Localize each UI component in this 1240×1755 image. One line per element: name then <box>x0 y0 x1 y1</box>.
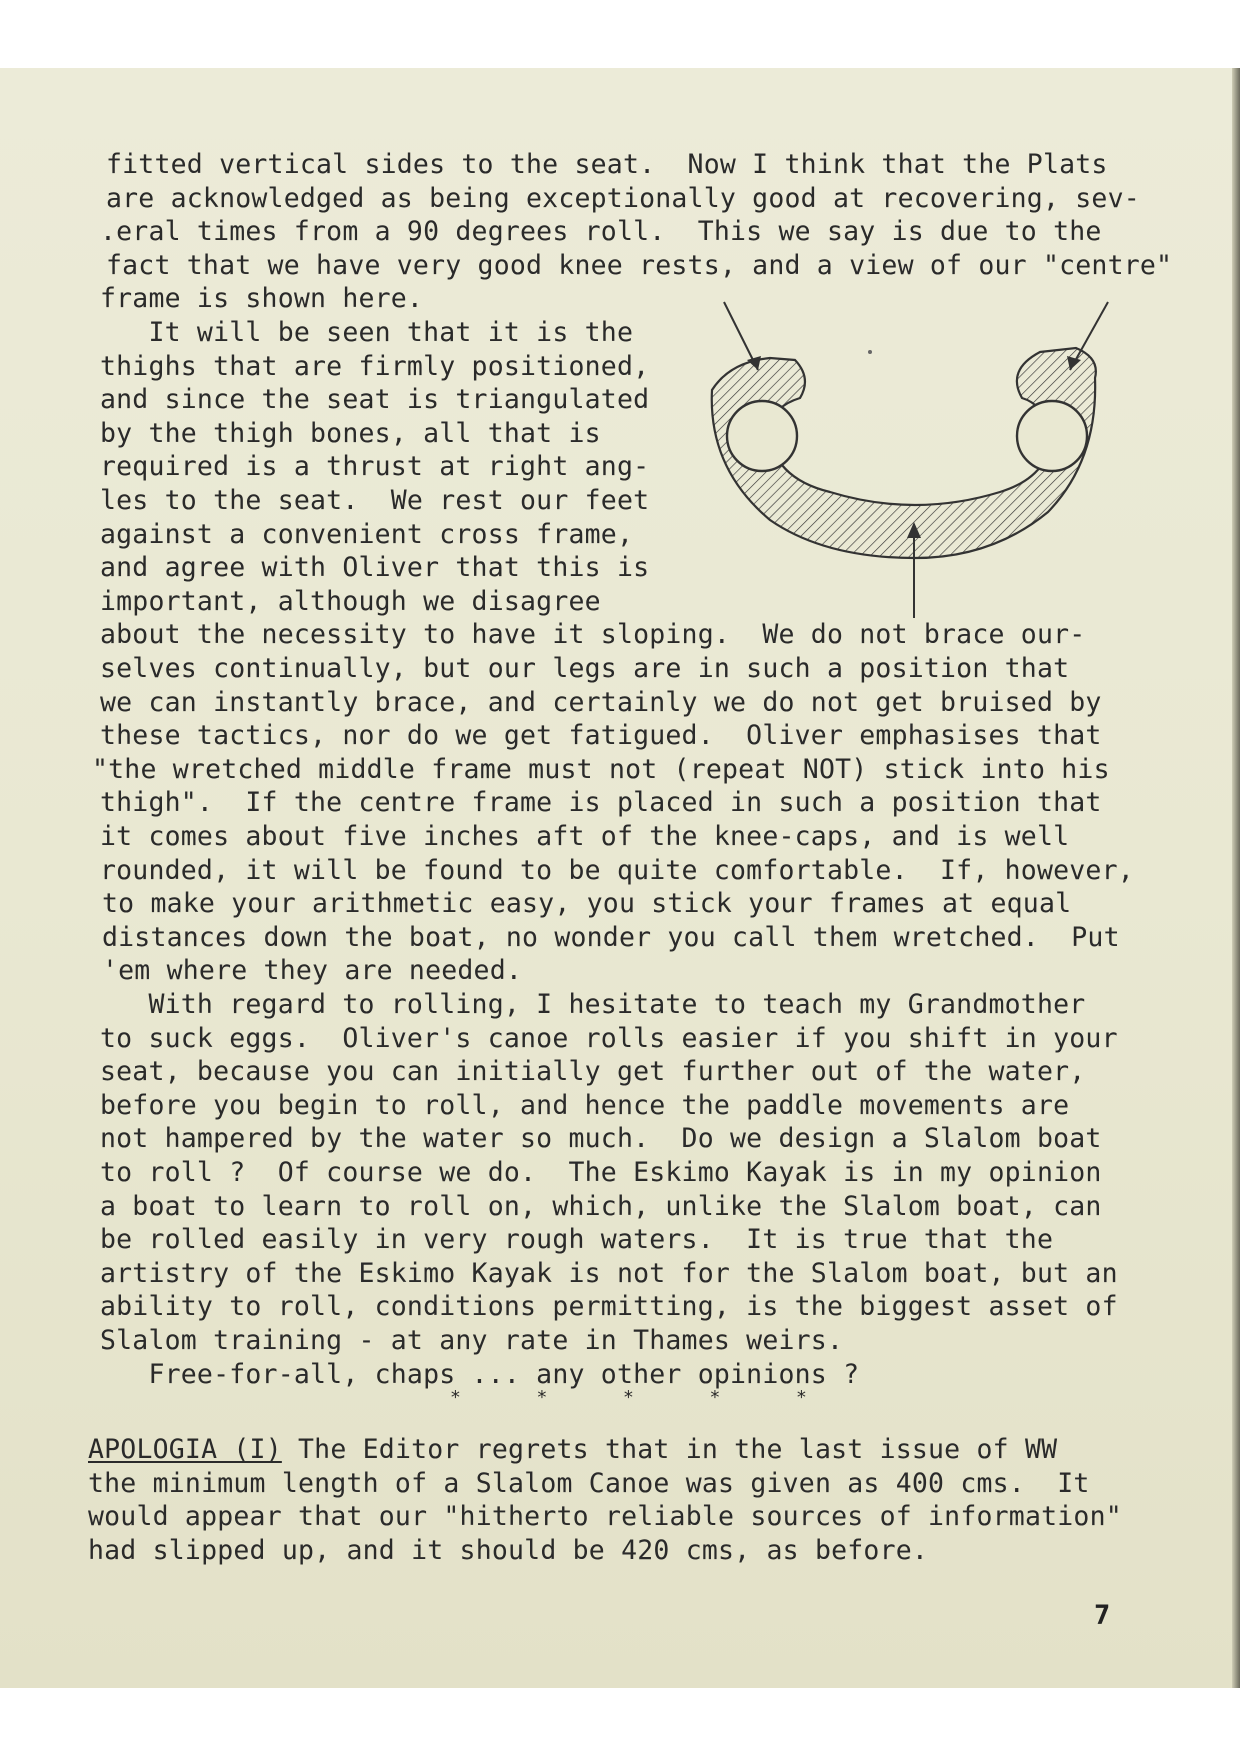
article-line: against a convenient cross frame, <box>100 518 634 550</box>
article-line: selves continually, but our legs are in such a position that <box>100 653 1070 684</box>
centre-frame-diagram <box>700 300 1130 620</box>
article-line: important, although we disagree <box>100 585 601 617</box>
article-line: seat, because you can initially get further out of the water, <box>100 1056 1086 1088</box>
left-thigh-circle <box>727 401 797 471</box>
article-line: thighs that are firmly positioned, <box>100 350 650 382</box>
article-line: to suck eggs. Oliver's canoe rolls easier if you shift in your <box>100 1022 1118 1054</box>
article-line: fact that we have very good knee rests, and a view of our "centre" <box>106 249 1173 281</box>
apologia-first-line <box>88 1434 1058 1465</box>
article-line: frame is shown here. <box>100 283 424 315</box>
article-line: 'em where they are needed. <box>102 955 523 987</box>
article-line: distances down the boat, no wonder you call them wretched. Put <box>102 921 1120 953</box>
article-line: and agree with Oliver that this is <box>100 552 650 584</box>
page-edge-shadow <box>1232 68 1240 1688</box>
apologia-section <box>88 1434 1128 1567</box>
article-line: be rolled easily in very rough waters. It is true that the <box>100 1224 1054 1256</box>
article-line: "the wretched middle frame must not (repeat NOT) stick into his <box>92 753 1110 785</box>
right-thigh-circle <box>1017 401 1087 471</box>
article-line: to make your arithmetic easy, you stick your frames at equal <box>102 888 1072 920</box>
article-line: are acknowledged as being exceptionally good at recovering, sev- <box>106 182 1140 214</box>
article-line: a boat to learn to roll on, which, unlike the Slalom boat, can <box>100 1190 1102 1222</box>
article-line: fitted vertical sides to the seat. Now I think that the Plats <box>106 149 1108 180</box>
article-line: It will be seen that it is the <box>100 317 634 348</box>
article-line: we can instantly brace, and certainly we do not get bruised by <box>100 686 1102 718</box>
page-number: 7 <box>1094 1600 1111 1631</box>
apologia-heading: APOLOGIA (I) <box>88 1434 282 1465</box>
article-line: not hampered by the water so much. Do we design a Slalom boat <box>100 1123 1102 1155</box>
article-line: artistry of the Eskimo Kayak is not for the Slalom boat, but an <box>100 1257 1118 1289</box>
article-line: les to the seat. We rest our feet <box>100 485 650 516</box>
apologia-line: would appear that our "hitherto reliable sources of information" <box>88 1501 1122 1533</box>
article-line: by the thigh bones, all that is <box>100 417 601 449</box>
article-line: required is a thrust at right ang- <box>100 451 650 483</box>
apologia-first-line-text: The Editor regrets that in the last issue of WW <box>281 1434 1058 1465</box>
section-separator: * * * * * <box>450 1387 825 1409</box>
article-line: to roll ? Of course we do. The Eskimo Kayak is in my opinion <box>100 1157 1102 1188</box>
article-line: thigh". If the centre frame is placed in such a position that <box>100 787 1102 819</box>
article-line: ability to roll, conditions permitting, is the biggest asset of <box>100 1291 1118 1323</box>
article-line: With regard to rolling, I hesitate to teach my Grandmother <box>100 989 1086 1020</box>
article-line: about the necessity to have it sloping. We do not brace our- <box>100 619 1086 651</box>
article-line: these tactics, nor do we get fatigued. Oliver emphasises that <box>100 720 1102 752</box>
article-line: and since the seat is triangulated <box>100 384 650 416</box>
article-line: it comes about five inches aft of the knee-caps, and is well <box>100 821 1070 852</box>
article-line: Free-for-all, chaps ... any other opinions ? <box>100 1358 860 1390</box>
article-line: rounded, it will be found to be quite comfortable. If, however, <box>100 854 1134 886</box>
article-line: before you begin to roll, and hence the paddle movements are <box>100 1089 1070 1121</box>
article-line: .eral times from a 90 degrees roll. This we say is due to the <box>100 216 1102 248</box>
apologia-line: the minimum length of a Slalom Canoe was given as 400 cms. It <box>88 1467 1090 1499</box>
article-line: Slalom training - at any rate in Thames weirs. <box>100 1325 844 1356</box>
apologia-line: had slipped up, and it should be 420 cms, as before. <box>88 1534 929 1566</box>
